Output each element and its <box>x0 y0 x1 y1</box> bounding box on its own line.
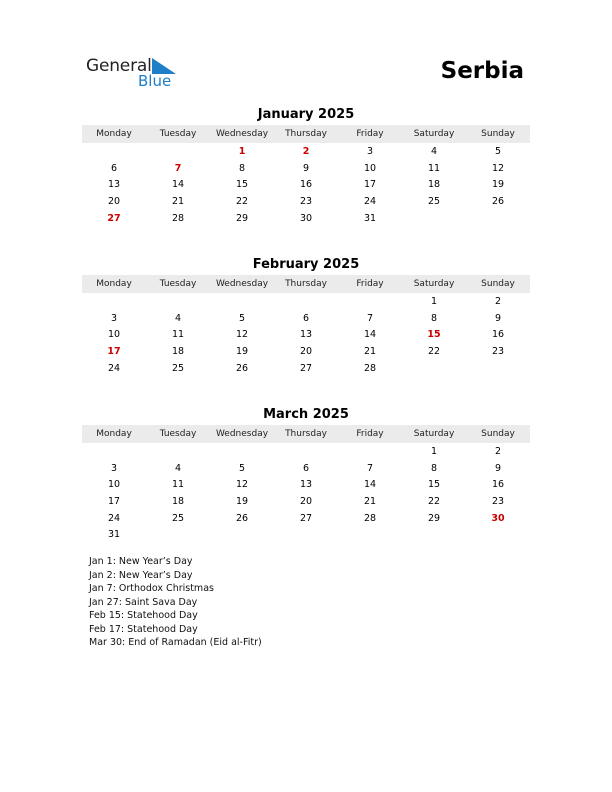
week-row <box>82 144 530 161</box>
day-cell: 27 <box>107 212 121 224</box>
week-row <box>82 161 530 178</box>
day-cell <box>274 527 338 544</box>
week-row <box>82 194 530 211</box>
day-cell <box>338 294 402 311</box>
day-cell <box>402 527 466 544</box>
week-row <box>82 311 530 328</box>
holiday-item: Mar 30: End of Ramadan (Eid al-Fitr) <box>89 637 262 648</box>
day-cell <box>466 361 530 378</box>
day-cell: 21 <box>363 346 377 358</box>
week-row <box>82 461 530 478</box>
day-cell: 5 <box>494 146 502 157</box>
day-cell: 9 <box>494 312 502 324</box>
day-cell: 25 <box>171 362 185 374</box>
day-cell <box>466 211 530 228</box>
day-cell <box>274 444 338 461</box>
day-cell <box>274 294 338 311</box>
day-cell: 10 <box>363 162 377 174</box>
weekday-label: Tuesday <box>159 279 197 289</box>
month-title: February 2025 <box>252 257 360 272</box>
day-cell: 20 <box>299 346 313 358</box>
day-cell: 25 <box>427 196 441 208</box>
day-cell: 6 <box>302 312 310 324</box>
day-cell: 31 <box>107 529 121 541</box>
day-cell: 31 <box>363 212 377 224</box>
day-cell: 22 <box>235 196 249 208</box>
weekday-label: Thursday <box>285 429 327 439</box>
weekday-label: Wednesday <box>215 429 269 439</box>
holiday-item: Jan 1: New Year’s Day <box>89 556 193 567</box>
weekday-label: Sunday <box>481 279 515 289</box>
day-cell: 19 <box>235 496 249 508</box>
day-cell: 22 <box>427 496 441 508</box>
day-cell: 17 <box>107 496 121 508</box>
day-cell: 26 <box>235 362 249 374</box>
week-row <box>82 477 530 494</box>
day-cell <box>402 361 466 378</box>
week-row <box>82 361 530 378</box>
day-cell: 4 <box>174 462 182 474</box>
day-cell: 11 <box>427 162 441 174</box>
month-march <box>82 406 530 544</box>
day-cell <box>146 294 210 311</box>
weekday-label: Sunday <box>481 129 515 139</box>
day-cell: 20 <box>107 196 121 208</box>
week-row <box>82 294 530 311</box>
day-cell: 23 <box>491 496 505 508</box>
day-cell: 21 <box>171 196 185 208</box>
day-cell: 9 <box>494 462 502 474</box>
day-cell: 9 <box>302 162 310 174</box>
day-cell <box>82 144 146 161</box>
day-cell: 13 <box>107 179 121 191</box>
month-title: January 2025 <box>257 107 355 122</box>
day-cell: 15 <box>235 179 249 191</box>
week-row <box>82 327 530 344</box>
day-cell: 13 <box>299 329 313 341</box>
day-cell: 7 <box>366 462 374 474</box>
day-cell: 23 <box>299 196 313 208</box>
day-cell: 5 <box>238 462 246 474</box>
holiday-item: Jan 27: Saint Sava Day <box>89 596 198 608</box>
day-cell: 7 <box>174 162 182 174</box>
day-cell: 17 <box>107 346 121 358</box>
day-cell: 6 <box>302 462 310 474</box>
day-cell: 10 <box>107 479 121 491</box>
weekday-label: Monday <box>96 279 132 289</box>
day-cell: 30 <box>299 212 313 224</box>
day-cell: 24 <box>107 512 121 524</box>
day-cell: 18 <box>427 179 441 191</box>
weekday-header <box>82 275 530 293</box>
day-cell: 19 <box>491 179 505 191</box>
day-cell: 14 <box>363 479 377 491</box>
day-cell: 1 <box>238 146 246 157</box>
day-cell: 14 <box>363 329 377 341</box>
weekday-label: Wednesday <box>215 279 269 289</box>
holiday-item: Feb 15: Statehood Day <box>89 610 198 621</box>
day-cell: 28 <box>363 362 377 374</box>
day-cell: 14 <box>171 179 185 191</box>
day-cell <box>146 444 210 461</box>
day-cell: 3 <box>110 462 118 474</box>
day-cell: 11 <box>171 329 185 341</box>
weekday-label: Saturday <box>413 129 455 139</box>
holiday-item: Jan 2: New Year’s Day <box>89 569 193 581</box>
day-cell: 23 <box>491 346 505 358</box>
day-cell: 16 <box>491 479 505 491</box>
day-cell: 18 <box>171 496 185 508</box>
day-cell: 6 <box>110 162 118 174</box>
weekday-label: Thursday <box>285 279 327 289</box>
day-cell: 3 <box>366 146 374 157</box>
day-cell <box>82 294 146 311</box>
day-cell: 30 <box>491 512 505 524</box>
week-row <box>82 527 530 544</box>
day-cell: 2 <box>494 296 502 307</box>
weekday-label: Friday <box>356 429 384 439</box>
weekday-label: Tuesday <box>159 429 197 439</box>
day-cell: 3 <box>110 312 118 324</box>
day-cell <box>402 211 466 228</box>
day-cell <box>338 444 402 461</box>
holiday-list <box>89 555 262 650</box>
day-cell: 4 <box>430 146 438 157</box>
day-cell <box>146 527 210 544</box>
day-cell: 15 <box>427 479 441 491</box>
day-cell: 11 <box>171 479 185 491</box>
day-cell <box>210 294 274 311</box>
weekday-label: Sunday <box>481 429 515 439</box>
day-cell: 8 <box>238 162 246 174</box>
day-cell: 2 <box>302 146 310 157</box>
day-cell: 17 <box>363 179 377 191</box>
day-cell: 26 <box>235 512 249 524</box>
day-cell: 28 <box>363 512 377 524</box>
country-title: Serbia <box>440 58 524 84</box>
day-cell: 29 <box>427 512 441 524</box>
week-row <box>82 211 530 228</box>
logo-word-general: General <box>86 56 152 76</box>
day-cell <box>146 144 210 161</box>
day-cell: 15 <box>427 329 441 341</box>
weekday-label: Friday <box>356 129 384 139</box>
day-cell <box>466 527 530 544</box>
week-row <box>82 511 530 528</box>
day-cell: 12 <box>491 162 505 174</box>
weekday-label: Saturday <box>413 279 455 289</box>
day-cell: 24 <box>107 362 121 374</box>
day-cell: 5 <box>238 312 246 324</box>
day-cell: 28 <box>171 212 185 224</box>
day-cell: 16 <box>491 329 505 341</box>
day-cell: 29 <box>235 212 249 224</box>
day-cell: 12 <box>235 479 249 491</box>
weekday-header <box>82 425 530 443</box>
holiday-item: Feb 17: Statehood Day <box>89 623 198 635</box>
day-cell: 21 <box>363 496 377 508</box>
holiday-item: Jan 7: Orthodox Christmas <box>89 583 214 594</box>
day-cell: 27 <box>299 362 313 374</box>
month-february <box>82 256 530 377</box>
month-january <box>82 106 530 227</box>
day-cell: 8 <box>430 312 438 324</box>
day-cell: 10 <box>107 329 121 341</box>
weekday-label: Monday <box>96 429 132 439</box>
day-cell: 12 <box>235 329 249 341</box>
weekday-label: Thursday <box>285 129 327 139</box>
weekday-label: Wednesday <box>215 129 269 139</box>
week-row <box>82 494 530 511</box>
week-row <box>82 344 530 361</box>
day-cell <box>210 444 274 461</box>
day-cell: 16 <box>299 179 313 191</box>
day-cell: 13 <box>299 479 313 491</box>
day-cell: 25 <box>171 512 185 524</box>
week-row <box>82 444 530 461</box>
weekday-label: Tuesday <box>159 129 197 139</box>
day-cell <box>338 527 402 544</box>
day-cell: 22 <box>427 346 441 358</box>
day-cell: 24 <box>363 196 377 208</box>
day-cell: 1 <box>430 446 438 457</box>
day-cell <box>210 527 274 544</box>
weekday-label: Friday <box>356 279 384 289</box>
day-cell: 8 <box>430 462 438 474</box>
logo-word-blue: Blue <box>138 72 172 90</box>
day-cell: 1 <box>430 296 438 307</box>
weekday-label: Monday <box>96 129 132 139</box>
generalblue-logo <box>86 56 186 92</box>
day-cell: 4 <box>174 312 182 324</box>
weekday-label: Saturday <box>413 429 455 439</box>
day-cell: 18 <box>171 346 185 358</box>
day-cell: 26 <box>491 196 505 208</box>
day-cell <box>82 444 146 461</box>
day-cell: 19 <box>235 346 249 358</box>
day-cell: 27 <box>299 512 313 524</box>
week-row <box>82 177 530 194</box>
day-cell: 20 <box>299 496 313 508</box>
month-title: March 2025 <box>263 407 349 422</box>
day-cell: 2 <box>494 446 502 457</box>
day-cell: 7 <box>366 312 374 324</box>
weekday-header <box>82 125 530 143</box>
